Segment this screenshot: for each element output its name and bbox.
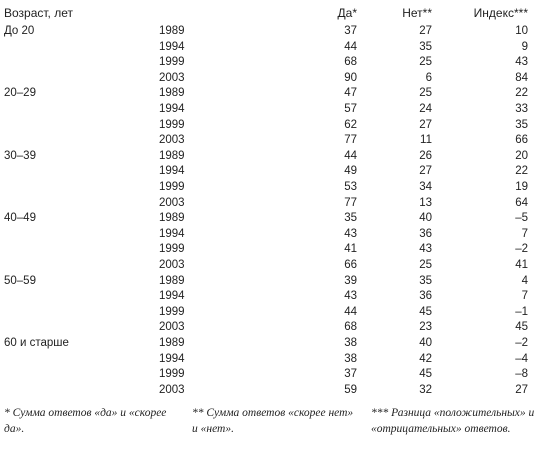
cell-index: –1 (515, 305, 528, 318)
cell-yes: 47 (344, 87, 357, 100)
table-row (0, 274, 541, 289)
cell-yes: 57 (344, 103, 357, 115)
cell-yes: 41 (344, 243, 357, 256)
cell-yes: 66 (344, 259, 357, 271)
footnote-yes: * Сумма ответов «да» и «скорее да». (4, 407, 167, 435)
cell-no: 40 (419, 212, 432, 225)
table-row (0, 242, 541, 257)
cell-no: 35 (419, 40, 432, 53)
cell-year: 1994 (159, 40, 185, 53)
cell-year: 1994 (159, 165, 185, 178)
cell-age: 20–29 (4, 87, 36, 100)
table-row (0, 149, 541, 164)
table-row (0, 180, 541, 195)
cell-no: 35 (419, 274, 432, 287)
cell-index: 45 (515, 321, 528, 334)
cell-index: 27 (515, 383, 528, 396)
table-row (0, 336, 541, 351)
table-row (0, 227, 541, 242)
cell-index: 41 (515, 259, 528, 271)
cell-index: –5 (515, 212, 528, 225)
table-row (0, 40, 541, 55)
cell-age: 40–49 (4, 212, 36, 225)
cell-no: 26 (419, 149, 432, 162)
table-row (0, 352, 541, 367)
cell-no: 34 (419, 181, 432, 193)
cell-no: 45 (419, 368, 432, 381)
cell-index: 64 (515, 196, 528, 209)
cell-year: 1989 (159, 87, 185, 100)
table-row (0, 71, 541, 86)
cell-index: 43 (515, 56, 528, 69)
cell-yes: 35 (344, 212, 357, 225)
cell-index: –2 (515, 337, 528, 349)
footnote-no: ** Сумма ответов «скорее нет» и «нет». (192, 407, 354, 435)
table-row (0, 55, 541, 70)
cell-index: 19 (515, 181, 528, 193)
cell-no: 23 (419, 321, 432, 334)
cell-index: 84 (515, 71, 528, 84)
cell-year: 1999 (159, 118, 185, 131)
header-yes: Да* (337, 6, 357, 20)
table-row (0, 102, 541, 117)
cell-no: 25 (419, 259, 432, 271)
table-row (0, 289, 541, 304)
cell-year: 2003 (159, 321, 185, 334)
table-row (0, 196, 541, 211)
header-index: Индекс*** (473, 6, 528, 20)
cell-no: 11 (420, 134, 432, 147)
cell-no: 36 (419, 290, 432, 303)
cell-yes: 37 (344, 368, 357, 381)
cell-no: 32 (419, 383, 432, 396)
cell-age: 50–59 (4, 274, 36, 287)
cell-year: 1989 (159, 212, 185, 225)
cell-year: 1989 (159, 274, 185, 287)
cell-no: 45 (419, 305, 432, 318)
cell-no: 13 (419, 196, 432, 209)
cell-year: 1999 (159, 56, 185, 69)
table-row (0, 86, 541, 101)
cell-age: 60 и старше (4, 337, 69, 349)
cell-yes: 68 (344, 321, 357, 334)
cell-index: 33 (515, 103, 528, 115)
table-row (0, 133, 541, 148)
cell-no: 40 (419, 337, 432, 349)
cell-yes: 90 (344, 71, 357, 84)
cell-year: 2003 (159, 134, 185, 147)
cell-year: 2003 (159, 71, 185, 84)
cell-year: 2003 (159, 196, 185, 209)
cell-year: 1994 (159, 290, 185, 303)
cell-yes: 62 (344, 118, 357, 131)
cell-no: 36 (419, 227, 432, 240)
cell-index: –2 (515, 243, 528, 256)
table-row (0, 367, 541, 382)
header-no: Нет** (402, 6, 432, 20)
cell-year: 1989 (159, 25, 185, 37)
cell-yes: 37 (344, 25, 357, 37)
table-header (0, 6, 541, 21)
cell-year: 1989 (159, 337, 185, 349)
cell-no: 43 (419, 243, 432, 256)
cell-index: 22 (515, 165, 528, 178)
table-row (0, 164, 541, 179)
cell-yes: 53 (344, 181, 357, 193)
cell-index: 22 (515, 87, 528, 100)
cell-no: 25 (419, 56, 432, 69)
cell-index: 4 (521, 274, 528, 287)
cell-index: 66 (515, 134, 528, 147)
cell-year: 1999 (159, 305, 185, 318)
cell-no: 24 (419, 103, 432, 115)
cell-age: До 20 (4, 25, 35, 37)
table-row (0, 305, 541, 320)
cell-index: 7 (521, 290, 528, 303)
cell-year: 1994 (159, 227, 185, 240)
cell-yes: 39 (344, 274, 357, 287)
cell-no: 25 (419, 87, 432, 100)
cell-yes: 43 (344, 290, 357, 303)
cell-yes: 59 (344, 383, 357, 396)
cell-index: 7 (521, 227, 528, 240)
table-row (0, 211, 541, 226)
cell-year: 1999 (159, 181, 185, 193)
cell-yes: 77 (344, 196, 357, 209)
cell-no: 27 (419, 25, 432, 37)
cell-yes: 38 (344, 337, 357, 349)
cell-yes: 44 (344, 149, 357, 162)
cell-year: 1999 (159, 243, 185, 256)
cell-index: –8 (515, 368, 528, 381)
table-row (0, 383, 541, 398)
cell-index: 10 (515, 25, 528, 37)
cell-index: –4 (515, 352, 528, 365)
cell-yes: 49 (344, 165, 357, 178)
cell-year: 2003 (159, 259, 185, 271)
cell-index: 20 (515, 149, 528, 162)
cell-no: 6 (425, 71, 432, 84)
cell-year: 2003 (159, 383, 185, 396)
cell-yes: 44 (344, 40, 357, 53)
cell-no: 42 (419, 352, 432, 365)
cell-year: 1989 (159, 149, 185, 162)
table-row (0, 118, 541, 133)
cell-no: 27 (419, 165, 432, 178)
cell-year: 1999 (159, 368, 185, 381)
table-row (0, 24, 541, 39)
footnote-index: *** Разница «положительных» и «отрицательных» ответов. (371, 407, 535, 435)
cell-year: 1994 (159, 352, 185, 365)
cell-year: 1994 (159, 103, 185, 115)
table-row (0, 258, 541, 273)
cell-yes: 68 (344, 56, 357, 69)
cell-index: 9 (521, 40, 528, 53)
header-age: Возраст, лет (4, 6, 73, 20)
cell-no: 27 (419, 118, 432, 131)
cell-yes: 77 (344, 134, 357, 147)
cell-age: 30–39 (4, 149, 36, 162)
cell-index: 35 (515, 118, 528, 131)
table-row (0, 320, 541, 335)
cell-yes: 43 (344, 227, 357, 240)
cell-yes: 38 (344, 352, 357, 365)
cell-yes: 44 (344, 305, 357, 318)
